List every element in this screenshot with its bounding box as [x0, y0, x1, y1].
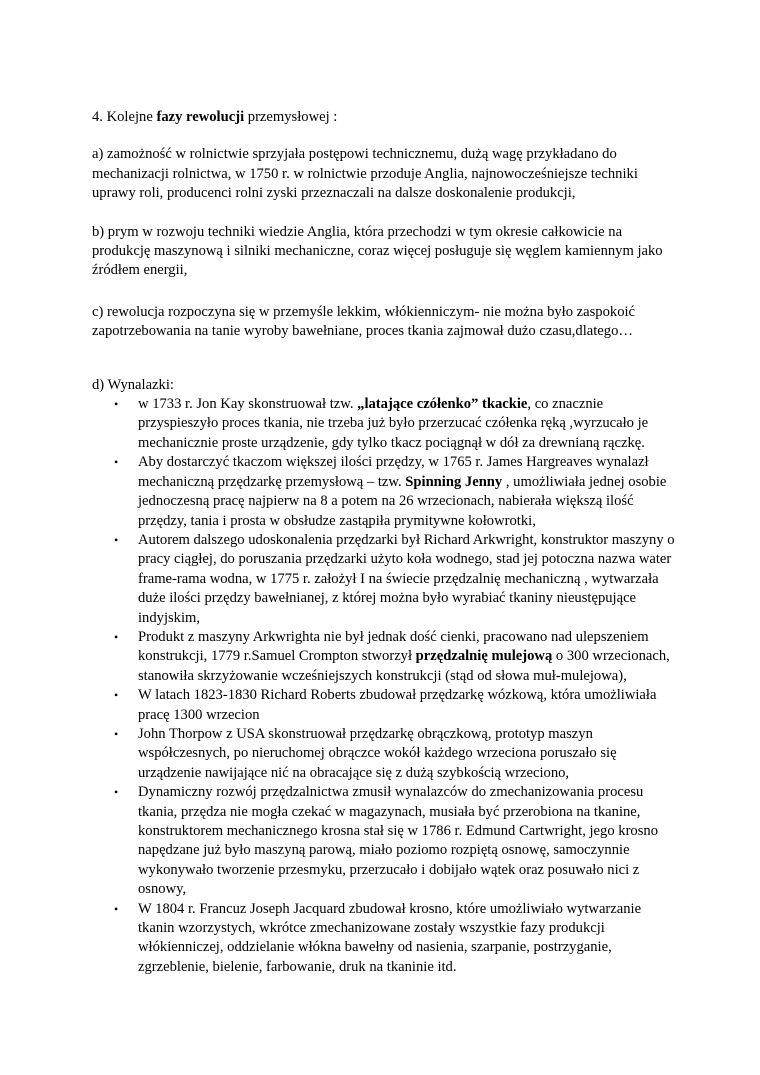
paragraph-a: a) zamożność w rolnictwie sprzyjała postępowi technicznemu, dużą wagę przykładano do mechanizacji rolnictwa, w 1750 r. w rolnictwie przoduje Anglia, najnowocześniejsze techniki uprawy roli, producenci rolni zyski przeznaczali na dalsze doskonalenie produkcji, — [92, 146, 638, 202]
bullet-icon: • — [114, 455, 119, 470]
item-text: Aby dostarczyć tkaczom większej ilości przędzy, w 1765 r. James Hargreaves wynalazł mechaniczną przędzarkę przemysłową – tzw. — [138, 454, 649, 490]
bullet-icon: • — [114, 629, 119, 644]
heading-suffix: przemysłowej : — [244, 109, 338, 125]
paragraph-c: c) rewolucja rozpoczyna się w przemyśle lekkim, włókienniczym- nie można było zaspokoić zapotrzebowania na tanie wyroby bawełniane, proces tkania zajmował dużo czasu,dlatego… — [92, 303, 636, 340]
heading-prefix: 4. Kolejne — [92, 109, 157, 125]
item-text: Dynamiczny rozwój przędzalnictwa zmusił wynalazców do zmechanizowania procesu tkania, przędza nie mogła czekać w magazynach, musiała być przerobiona na tkanine, konstruktorem mechanicznego krosna stał się w 1786 r. Edmund Cartwright, jego krosno napędzane już było maszyną parową, miało poziomo rozpiętą osnowę, samoczynnie wykonywało tworzenie przesmyku, przerzucało i dobijało wątek oraz posuwało nici z osnowy, — [138, 784, 659, 898]
list-item — [114, 531, 677, 628]
inventions-list — [92, 395, 677, 977]
item-text: John Thorpow z USA skonstruował przędzarkę obrączkową, prototyp maszyn współczesnych, po nieruchomej obrączce wokół każdego wrzeciona poruszało się urządzenie nawijające nić na obracające się z dużą szybkością wrzeciono, — [138, 725, 617, 781]
item-text: W latach 1823-1830 Richard Roberts zbudował przędzarkę wózkową, która umożliwiała pracę 1300 wrzecion — [138, 687, 657, 723]
list-item — [114, 686, 677, 725]
list-item — [114, 900, 677, 978]
bullet-icon: • — [114, 785, 119, 800]
item-bold: przędzalnię mulejową — [415, 648, 553, 665]
bullet-icon: • — [114, 397, 119, 412]
inventions-title: d) Wynalazki: — [92, 376, 174, 393]
item-text-after: , umożliwiała jednej osobie jednoczesną pracę najpierw na 8 a potem na 26 wrzecionach, nabierała większą ilość przędzy, tania i prosta w obsłudze zastąpiła prymitywne kołowrotki, — [138, 473, 667, 529]
bullet-icon: • — [114, 901, 119, 916]
paragraph-b: b) prym w rozwoju techniki wiedzie Anglia, która przechodzi w tym okresie całkowicie na produkcję maszynową i silniki mechaniczne, coraz więcej posługuje się węglem kamiennym jako źródłem energii, — [92, 223, 663, 279]
item-text: W 1804 r. Francuz Joseph Jacquard zbudował krosno, które umożliwiało wytwarzanie tkanin wzorzystych, wkrótce zmechanizowane zostały wszystkie fazy produkcji włókienniczej, oddzielanie włókna bawełny od nasienia, szarpanie, postrzyganie, zgrzeblenie, bielenie, farbowanie, druk na tkaninie itd. — [138, 900, 642, 975]
blank-line — [92, 342, 677, 376]
item-text: Produkt z maszyny Arkwrighta nie był jednak dość cienki, pracowano nad ulepszeniem konstrukcji, 1779 r.Samuel Crompton stworzył — [138, 628, 649, 665]
list-item — [114, 725, 677, 783]
section-heading — [92, 108, 677, 127]
list-item — [114, 453, 677, 531]
bullet-icon: • — [114, 688, 119, 703]
heading-bold: fazy rewolucji — [156, 109, 245, 125]
item-text-after: , co znacznie przyspieszyło proces tkania, nie trzeba już było przerzucać czółenka ręką ,wyrzucało je mechanicznie proste urządzenie, gdy tylko tkacz pociągnął w dół za drewnianą rączkę. — [138, 396, 649, 451]
list-item — [114, 783, 677, 899]
item-text-after: o 300 wrzecionach, stanowiła skrzyżowanie wcześniejszych konstrukcji (stąd od słowa muł-mulejowa), — [138, 648, 670, 684]
bullet-icon: • — [114, 532, 119, 547]
list-item — [114, 628, 677, 686]
list-item — [114, 395, 677, 453]
item-bold: „latające czółenko” tkackie — [357, 396, 528, 413]
document-page — [92, 108, 677, 977]
bullet-icon: • — [114, 726, 119, 741]
item-text: w 1733 r. Jon Kay skonstruował tzw. — [138, 396, 358, 413]
item-bold: Spinning Jenny — [405, 473, 503, 490]
item-text: Autorem dalszego udoskonalenia przędzarki był Richard Arkwright, konstruktor maszyny o pracy ciągłej, do poruszania przędzarki użyto koła wodnego, stad jej potoczna nazwa water frame-rama wodna, w 1775 r. założył I na świecie przędzalnię mechaniczną , wytwarzała duże ilości przędzy bawełnianej, z której można było wyrabiać tkaniny nieustępujące indyjskim, — [138, 531, 675, 626]
